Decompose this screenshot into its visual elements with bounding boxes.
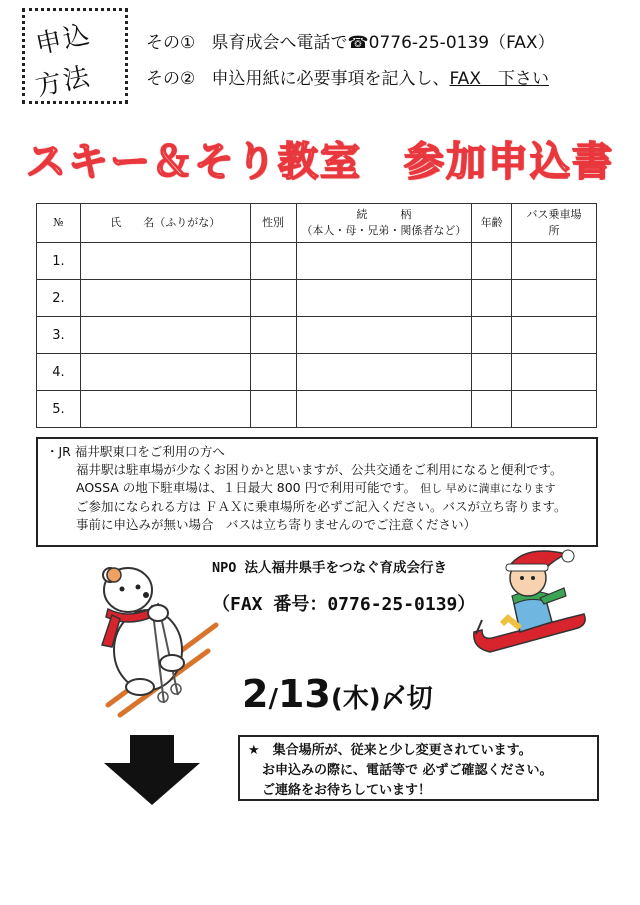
deadline-slash: / [268,684,278,714]
name-field[interactable] [80,317,250,354]
header-no: № [37,204,81,243]
table-row [37,317,597,354]
age-field[interactable] [472,243,512,280]
row-number: 2. [37,280,81,317]
bus-stop-field[interactable] [512,243,597,280]
gender-field[interactable] [250,280,296,317]
row-number: 4. [37,354,81,391]
notice-line: ご参加になられる方は ＦＡＸに乗車場所を必ずご記入ください。バスが立ち寄ります。 [76,499,567,514]
name-field[interactable] [80,391,250,428]
child-on-sled-illustration [468,548,600,668]
header-bus-stop: バス乗車場 所 [512,204,597,243]
relation-field[interactable] [296,354,472,391]
phone-icon: ☎ [347,33,369,53]
station-notice-box [36,437,598,547]
gender-field[interactable] [250,354,296,391]
table-row [37,391,597,428]
notice-line: 事前に申込みが無い場合 バスは立ち寄りませんのでご注意ください） [76,517,477,532]
relation-field[interactable] [296,243,472,280]
relation-field[interactable] [296,317,472,354]
relation-field[interactable] [296,391,472,428]
header-name: 氏 名（ふりがな） [80,204,250,243]
age-field[interactable] [472,280,512,317]
header-age: 年齢 [472,204,512,243]
method-box-line2: 方法 [33,61,95,103]
relation-field[interactable] [296,280,472,317]
deadline-weekday: (木) [330,684,381,714]
deadline [242,672,433,716]
table-row [37,354,597,391]
header-gender: 性別 [250,204,296,243]
table-row [37,280,597,317]
age-field[interactable] [472,317,512,354]
notice-heading: ・JR 福井駅東口をご利用の方へ [46,444,225,459]
bus-stop-field[interactable] [512,391,597,428]
gender-field[interactable] [250,391,296,428]
method-2 [146,64,549,89]
deadline-month: 2 [242,672,269,716]
application-table [36,203,597,428]
deadline-closing: 〆切 [380,684,433,714]
age-field[interactable] [472,391,512,428]
down-arrow-icon [102,735,202,807]
name-field[interactable] [80,280,250,317]
method-1-phone: 0776-25-0139（FAX） [368,33,555,53]
info-line: ★ 集合場所が、従来と少し変更されています。 [248,743,532,758]
fax-number: （FAX 番号：0776-25-0139） [212,594,476,615]
header-relation: 続 柄 （本人・母・兄弟・関係者など） [296,204,472,243]
method-1-label: その① [146,33,196,53]
name-field[interactable] [80,354,250,391]
method-1-text: 県育成会へ電話で [211,33,348,53]
notice-line: 福井駅は駐車場が少なくお困りかと思いますが、公共交通をご利用になると便利です。 [76,462,563,477]
deadline-day: 13 [277,672,331,716]
method-2-label: その② [146,69,196,89]
gender-field[interactable] [250,317,296,354]
table-header-row [37,204,597,243]
method-box [22,8,128,104]
method-2-fax: FAX 下さい [449,69,549,89]
row-number: 5. [37,391,81,428]
bus-stop-field[interactable] [512,280,597,317]
row-number: 3. [37,317,81,354]
method-1 [146,28,555,53]
organization-name: NPO 法人福井県手をつなぐ育成会行き [212,560,448,576]
method-box-line1: 申込 [33,19,95,61]
gender-field[interactable] [250,243,296,280]
notice-line: AOSSA の地下駐車場は、１日最大 800 円で利用可能です。 但し 早めに満車になります [76,480,556,495]
bus-stop-field[interactable] [512,317,597,354]
info-line: お申込みの際に、電話等で 必ずご確認ください。 [262,763,553,778]
table-row [37,243,597,280]
page-title: スキー＆そり教室 参加申込書 [26,139,614,185]
meeting-place-info-box [238,735,599,801]
polar-bear-skier-illustration [88,555,220,720]
age-field[interactable] [472,354,512,391]
method-2-text: 申込用紙に必要事項を記入し、 [211,69,450,89]
bus-stop-field[interactable] [512,354,597,391]
row-number: 1. [37,243,81,280]
name-field[interactable] [80,243,250,280]
info-line: ご連絡をお待ちしています！ [262,783,432,798]
